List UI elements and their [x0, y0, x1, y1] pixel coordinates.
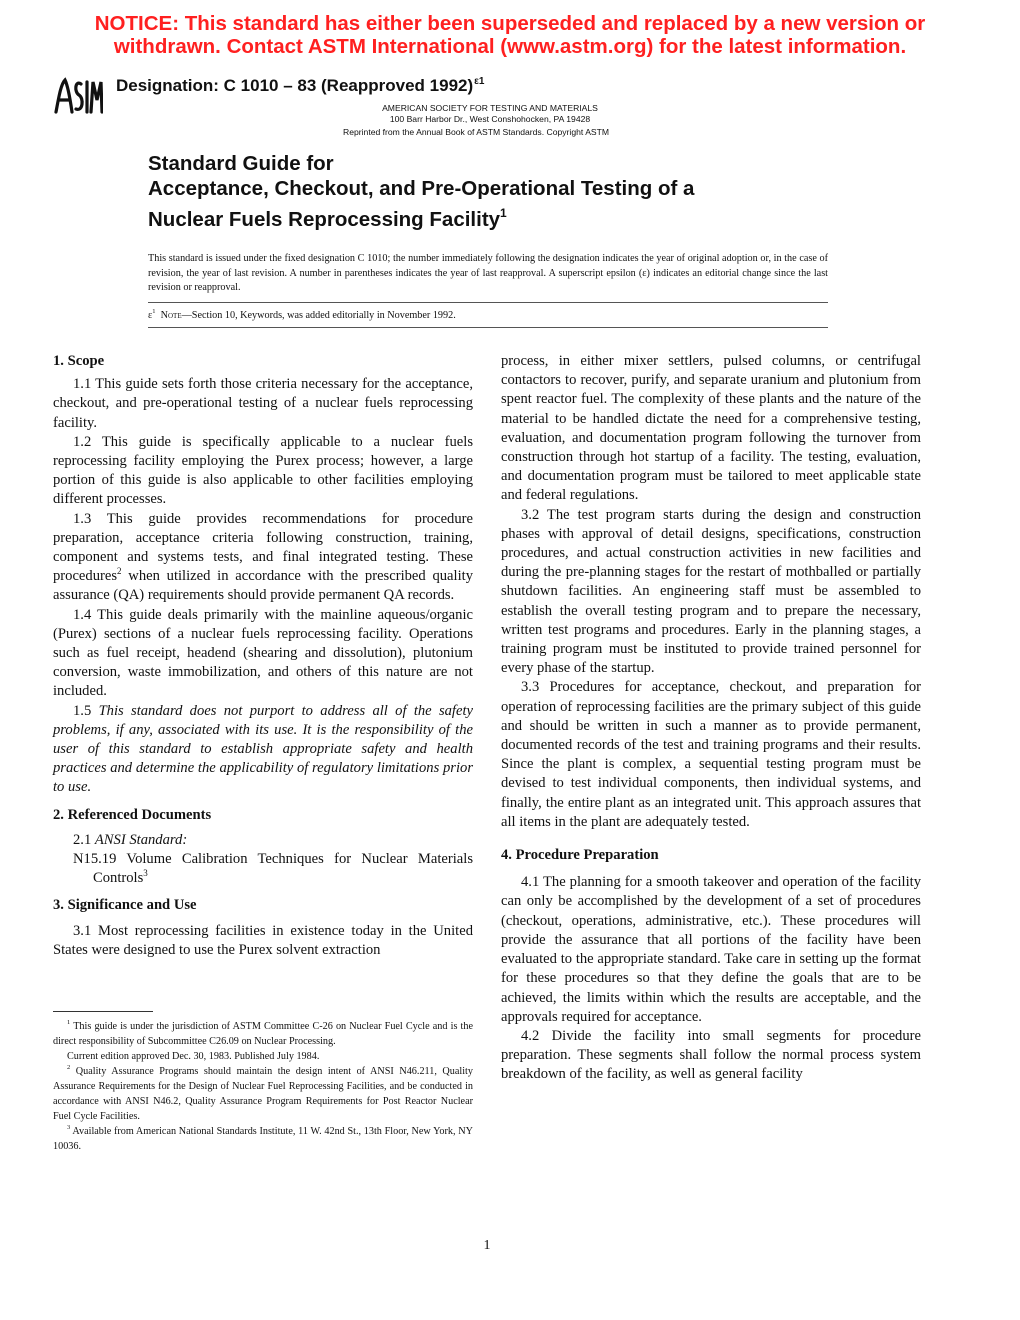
astm-logo-icon [53, 76, 103, 116]
society-block [340, 103, 640, 124]
referenced-standard-text: N15.19 Volume Calibration Techniques for Nuclear Materials Controls [73, 851, 473, 887]
para-3-1-continued: process, in either mixer settlers, pulsed columns, or centrifugal contactors to recover, purify, and separate uranium and plutonium from spent reactor fuel. The complexity of these plants and the nature of the material to be handled dictate the need for a comprehensive testing, evaluation, and documentation program following the turnover from construction through hot startup of a facility. The testing, evaluation, and documentation program must be tailored to meet applicable state and federal regulations. [501, 353, 921, 504]
section-2-heading: 2. Referenced Documents [53, 806, 212, 823]
para-4-2: 4.2 Divide the facility into small segments for procedure preparation. These segments shall follow the normal process system breakdown of the facility, as well as general facility [501, 1027, 921, 1083]
footnote-2-mark: 2 [67, 1064, 71, 1071]
footnote-3-mark: 3 [67, 1124, 71, 1131]
para-1-1: 1.1 This guide sets forth those criteria necessary for the acceptance, checkout, and pre-operational testing of a nuclear fuels reprocessing facility. [53, 376, 473, 431]
para-1-5-num: 1.5 [73, 702, 99, 719]
right-column [501, 352, 921, 1085]
para-1-3 [53, 510, 473, 606]
title-line-3 [148, 201, 694, 233]
footnote-divider [53, 1011, 153, 1012]
issuance-statement: This standard is issued under the fixed designation C 1010; the number immediately following the designation indicates the year of original adoption or, in the case of revision, the year of last revision. A number in parentheses indicates the year of last reapproval. A superscript epsilon (ε) indicates an editorial change since the last revision or reapproval. [148, 253, 828, 293]
para-1-3-b: when utilized in accordance with the prescribed quality assurance (QA) requirements should provide permanent QA records. [53, 568, 473, 604]
footnote-2 [53, 1064, 473, 1124]
note-epsilon: ε [148, 310, 153, 321]
designation [116, 76, 484, 96]
para-3-1: 3.1 Most reprocessing facilities in existence today in the United States were designed to use the Purex solvent extraction [53, 922, 473, 958]
title-line-1: Standard Guide for [148, 152, 334, 175]
para-4-1: 4.1 The planning for a smooth takeover and operation of the facility can only be accomplished by the development of a set of procedures (checkout, operations, administrative, etc.). These procedures will provide the assurance that all portions of the facility have been evaluated to the appropriate standard. Take care in setting up the format for these procedures so that they define the goals that are to be achieved, the limits within which the results are acceptable, and the approvals required for acceptance. [501, 874, 921, 1025]
designation-epsilon: ε1 [474, 76, 485, 87]
notice-line-2: withdrawn. Contact ASTM International (www.astm.org) for the latest information. [113, 35, 907, 58]
section-3-heading: 3. Significance and Use [53, 897, 197, 914]
footnote-ref-2: 2 [117, 566, 122, 577]
footnote-1b: Current edition approved Dec. 30, 1983. Published July 1984. [67, 1051, 320, 1062]
society-name: AMERICAN SOCIETY FOR TESTING AND MATERIALS [382, 103, 598, 113]
reprint-line: Reprinted from the Annual Book of ASTM Standards. Copyright ASTM [343, 127, 610, 137]
para-1-5 [53, 702, 473, 798]
section-1-heading: 1. Scope [53, 353, 105, 369]
footnote-3 [53, 1124, 473, 1154]
para-1-4: 1.4 This guide deals primarily with the mainline aqueous/organic (Purex) sections of a nuclear fuels reprocessing facility. Operations such as fuel receipt, headend (shearing and dissolution), plutonium conversion, waste immobilization, and others of this nature are not included. [53, 606, 473, 700]
divider-bottom [148, 327, 828, 328]
designation-text: Designation: C 1010 – 83 (Reapproved 1992) [116, 76, 474, 95]
notice-line-1: NOTICE: This standard has either been superseded and replaced by a new version or [94, 12, 926, 35]
footnote-2-text: Quality Assurance Programs should maintain the design intent of ANSI N46.211, Quality Assurance Requirements for the Design of Nuclear Fuel Reprocessing Facilities, and be conducted in accordance with ANSI N46.2, Quality Assurance Program Requirements for Post Reactor Nuclear Fuel Cycle Facilities. [53, 1066, 473, 1122]
note-label: Note [160, 310, 182, 321]
left-column [53, 352, 473, 960]
para-2-1-text: ANSI Standard: [94, 831, 188, 848]
title-line-3-text: Nuclear Fuels Reprocessing Facility [148, 208, 501, 231]
note-epsilon-sup: 1 [152, 308, 156, 315]
para-1-2: 1.2 This guide is specifically applicable to a nuclear fuels reprocessing facility employing the Purex process; however, a large portion of this guide is also applicable to other facilities employing different processes. [53, 433, 473, 508]
editorial-note [148, 308, 456, 321]
footnote-ref-3: 3 [143, 868, 148, 879]
footnote-1-text: This guide is under the jurisdiction of ASTM Committee C-26 on Nuclear Fuel Cycle and is the direct responsibility of Subcommittee C26.09 on Nuclear Processing. [53, 1021, 473, 1047]
para-1-3-a: 1.3 This guide provides recommendations for procedure preparation, acceptance criteria following construction, training, component and systems tests, and final integrated testing. These procedures [53, 510, 473, 585]
para-3-2: 3.2 The test program starts during the design and construction phases with approval of detail designs, specifications, construction procedures, and actual construction activities in new facilities and during the pre-planning stages for the restart of mothballed or partially shutdown facilities. An engineering staff must be assembled to establish the overall testing program and to prepare the necessary, written test programs and procedures. Early in the planning stages, a training program must be instituted to provide trained personnel for every phase of the startup. [501, 506, 921, 677]
section-4-heading: 4. Procedure Preparation [501, 847, 659, 864]
note-text: —Section 10, Keywords, was added editorially in November 1992. [181, 310, 456, 321]
footnote-1 [53, 1019, 473, 1049]
referenced-standard [73, 850, 473, 888]
para-2-1 [53, 831, 473, 850]
footnote-3-text: Available from American National Standards Institute, 11 W. 42nd St., 13th Floor, New York, NY 10036. [53, 1126, 473, 1152]
title-line-2: Acceptance, Checkout, and Pre-Operational Testing of a [148, 176, 695, 200]
divider-top [148, 302, 828, 303]
para-1-5-text: This standard does not purport to address all of the safety problems, if any, associated with its use. It is the responsibility of the user of this standard to establish appropriate safety and health practices and determine the applicability of regulatory limitations prior to use. [53, 702, 473, 796]
para-2-1-num: 2.1 [73, 831, 95, 848]
footnote-1-mark: 1 [67, 1019, 71, 1026]
title-footnote-ref: 1 [500, 206, 507, 220]
society-address: 100 Barr Harbor Dr., West Conshohocken, PA 19428 [389, 113, 591, 124]
page-number: 1 [483, 1238, 491, 1253]
footnotes [53, 1019, 473, 1154]
document-title [148, 152, 694, 233]
supersession-notice [0, 12, 1020, 58]
para-3-3: 3.3 Procedures for acceptance, checkout, and preparation for operation of reprocessing facilities are the primary subject of this guide and should be written in such a manner as to provide permanent, documented records of the test and training programs and their results. Since the plant is complex, a sequential testing program must be devised to test individual components, then individual systems, and finally, the entire plant as an integrated unit. This approach assures that all items in the plant are adequately tested. [501, 679, 921, 830]
